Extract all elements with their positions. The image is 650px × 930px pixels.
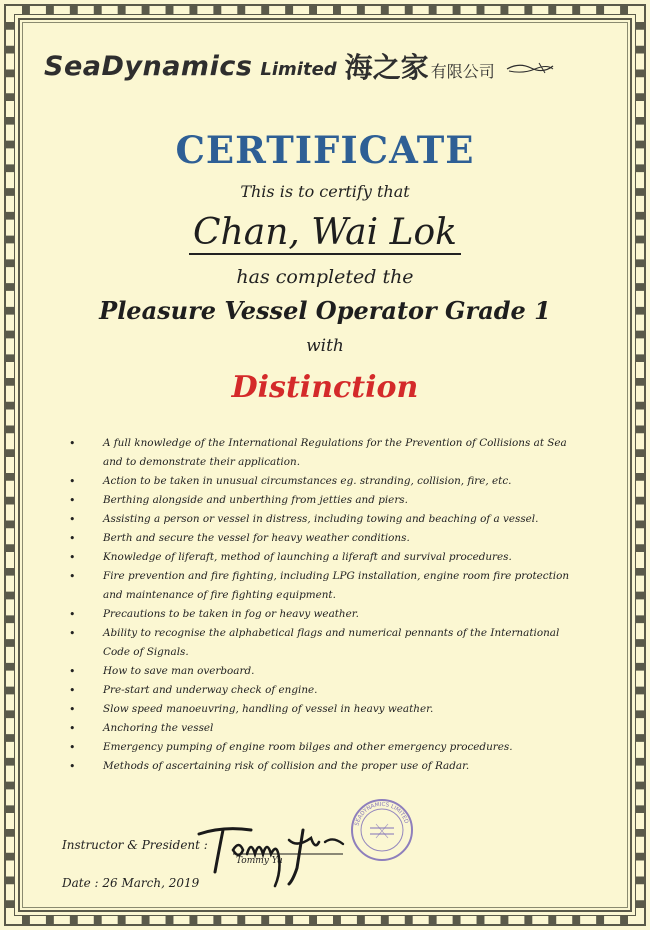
list-item: • How to save man overboard. <box>66 662 581 681</box>
completed-text: has completed the <box>236 266 414 288</box>
handwritten-signature <box>193 820 363 890</box>
list-item: • Precautions to be taken in fog or heavy weather. <box>66 605 581 624</box>
certify-text: This is to certify that <box>240 182 410 201</box>
svg-text:SEADYNAMICS LIMITED: SEADYNAMICS LIMITED <box>354 801 410 827</box>
issue-date: Date : 26 March, 2019 <box>62 876 200 890</box>
brand-chinese-name: 海之家 <box>344 51 429 84</box>
list-item: • Emergency pumping of engine room bilges and other emergency procedures. <box>66 738 581 757</box>
brand-name: SeaDynamics <box>44 50 253 82</box>
distinction-grade: Distinction <box>231 370 419 405</box>
list-item: • Pre-start and underway check of engine. <box>66 681 581 700</box>
brand-chinese-suffix: 有限公司 <box>430 61 495 81</box>
list-item: • Ability to recognise the alphabetical flags and numerical pennants of the International Code of Signals. <box>66 624 581 662</box>
signature-label: Instructor & President : <box>62 838 208 852</box>
list-item: • Slow speed manoeuvring, handling of vessel in heavy weather. <box>66 700 581 719</box>
list-item: • Anchoring the vessel <box>66 719 581 738</box>
wave-logo-icon <box>505 60 555 76</box>
list-item: • Methods of ascertaining risk of collision and the proper use of Radar. <box>66 757 581 776</box>
course-name: Pleasure Vessel Operator Grade 1 <box>99 296 551 325</box>
recipient-name-wrap <box>0 212 650 253</box>
list-item: • Action to be taken in unusual circumstances eg. stranding, collision, fire, etc. <box>66 472 581 491</box>
brand-suffix: Limited <box>260 58 337 80</box>
company-header <box>44 46 614 86</box>
company-seal-stamp <box>350 798 414 862</box>
competency-list <box>66 434 581 776</box>
signer-name: Tommy Yu <box>236 856 283 866</box>
recipient-name: Chan, Wai Lok <box>189 212 461 255</box>
list-item: • Fire prevention and fire fighting, including LPG installation, engine room fire protection and maintenance of fire fighting equipment. <box>66 567 581 605</box>
list-item: • Berthing alongside and unberthing from jetties and piers. <box>66 491 581 510</box>
list-item: • A full knowledge of the International Regulations for the Prevention of Collisions at Sea and to demonstrate their application. <box>66 434 581 472</box>
list-item: • Knowledge of liferaft, method of launching a liferaft and survival procedures. <box>66 548 581 567</box>
list-item: • Berth and secure the vessel for heavy weather conditions. <box>66 529 581 548</box>
list-item: • Assisting a person or vessel in distress, including towing and beaching of a vessel. <box>66 510 581 529</box>
certificate-title: CERTIFICATE <box>175 128 475 172</box>
with-text: with <box>306 336 344 356</box>
